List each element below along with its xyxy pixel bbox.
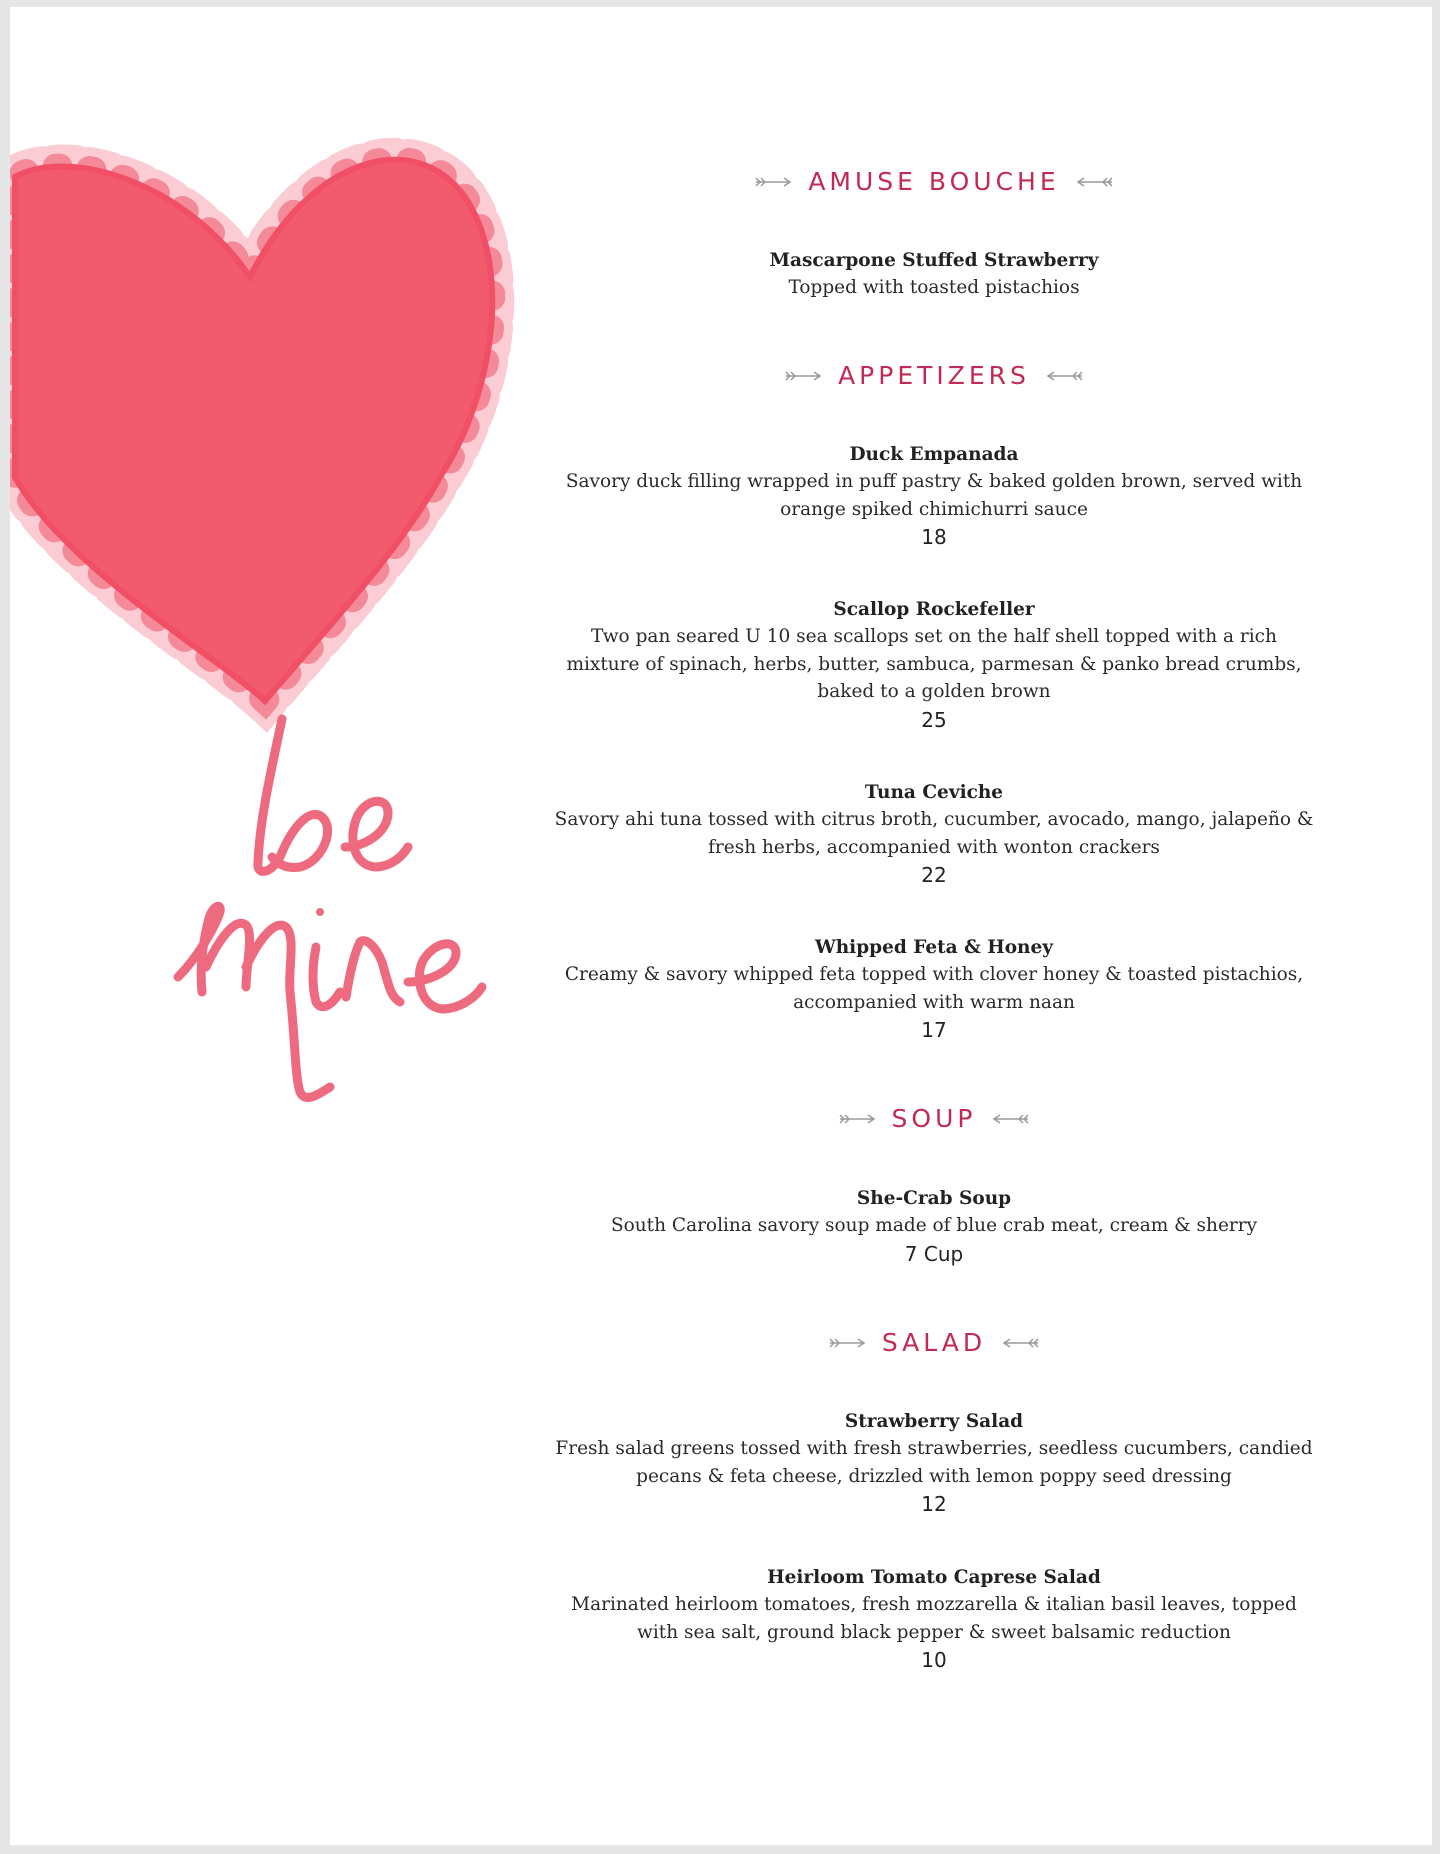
menu-item <box>544 441 1324 551</box>
item-description: South Carolina savory soup made of blue crab meat, cream & sherry <box>610 1215 1258 1236</box>
item-description: Savory duck filling wrapped in puff pastry & baked golden brown, served with orange spiked chimichurri sauce <box>565 471 1303 520</box>
menu-item <box>544 1185 1324 1268</box>
item-name: Scallop Rockefeller <box>833 599 1035 620</box>
item-description: Topped with toasted pistachios <box>788 277 1080 298</box>
item-name: She-Crab Soup <box>856 1188 1012 1209</box>
item-price: 7 Cup <box>904 1241 964 1266</box>
item-name: Duck Empanada <box>849 444 1019 465</box>
arrow-left-icon <box>1000 1337 1040 1349</box>
item-price: 17 <box>921 1018 947 1042</box>
item-price: 10 <box>921 1648 947 1672</box>
arrow-left-icon <box>1074 176 1114 188</box>
section-title: AMUSE BOUCHE <box>808 167 1060 196</box>
section-heading-amuse-bouche <box>544 167 1324 196</box>
arrow-left-icon <box>990 1113 1030 1125</box>
be-mine-script <box>178 719 482 1097</box>
item-name: Tuna Ceviche <box>864 782 1004 803</box>
menu-page <box>10 7 1432 1845</box>
arrow-right-icon <box>838 1113 878 1125</box>
item-price: 12 <box>921 1492 947 1516</box>
item-description: Marinated heirloom tomatoes, fresh mozzarella & italian basil leaves, topped with sea salt, ground black pepper & sweet balsamic reduction <box>571 1594 1297 1643</box>
section-title: SALAD <box>881 1328 987 1357</box>
item-price: 18 <box>921 525 947 549</box>
section-title: APPETIZERS <box>838 361 1030 390</box>
arrow-right-icon <box>784 370 824 382</box>
arrow-left-icon <box>1044 370 1084 382</box>
menu-item <box>544 1564 1324 1674</box>
section-heading-soup <box>544 1104 1324 1133</box>
menu-item <box>544 596 1324 734</box>
item-price: 22 <box>921 863 947 887</box>
item-name: Mascarpone Stuffed Strawberry <box>769 250 1099 271</box>
item-price: 25 <box>921 707 947 732</box>
menu-item <box>544 934 1324 1044</box>
arrow-right-icon <box>754 176 794 188</box>
item-name: Whipped Feta & Honey <box>814 937 1054 958</box>
lace-heart-icon <box>15 160 492 701</box>
section-title: SOUP <box>891 1104 977 1133</box>
valentine-illustration <box>10 7 570 1127</box>
menu-item <box>544 247 1324 302</box>
section-heading-salad <box>544 1328 1324 1357</box>
section-heading-appetizers <box>544 361 1324 390</box>
arrow-right-icon <box>828 1337 868 1349</box>
item-description: Savory ahi tuna tossed with citrus broth, cucumber, avocado, mango, jalapeño & fresh herbs, accompanied with wonton crackers <box>554 809 1314 858</box>
item-description: Two pan seared U 10 sea scallops set on the half shell topped with a rich mixture of spinach, herbs, butter, sambuca, parmesan & panko bread crumbs, baked to a golden brown <box>566 626 1302 702</box>
menu-item <box>544 1408 1324 1518</box>
menu-item <box>544 779 1324 889</box>
item-description: Creamy & savory whipped feta topped with clover honey & toasted pistachios, accompanied with warm naan <box>564 964 1304 1013</box>
item-name: Heirloom Tomato Caprese Salad <box>767 1567 1101 1588</box>
item-name: Strawberry Salad <box>844 1411 1024 1432</box>
item-description: Fresh salad greens tossed with fresh strawberries, seedless cucumbers, candied pecans & feta cheese, drizzled with lemon poppy seed dressing <box>555 1438 1313 1487</box>
